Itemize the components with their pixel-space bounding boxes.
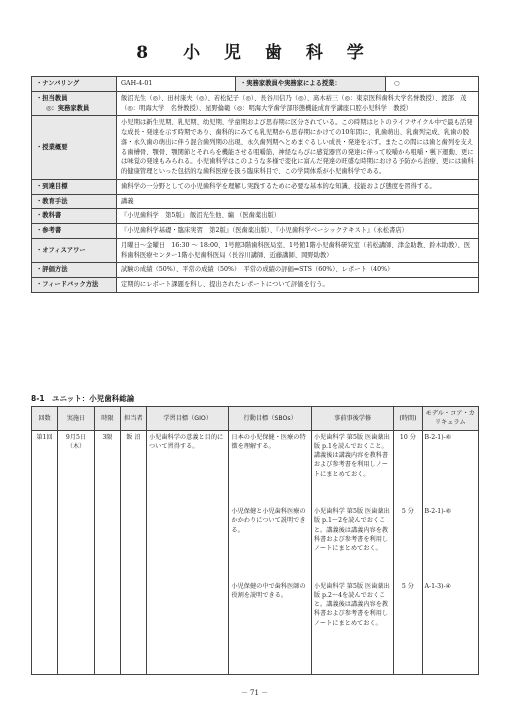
teachers-value: 飯沼光生（◎）、田村康夫（◎）、若松紀子（◎）、長谷川信乃（◎）、髙木裕三（◎：東京医科歯科大学名誉教授）、渡部 茂（◎：明海大学 名誉教授）、星野倫範（◎：明海大学歯学部形態機能成育学講座口腔小児科学 教授） [117, 91, 479, 116]
round-cell: 第1回 [32, 430, 58, 481]
teachers-label-cell [32, 91, 117, 116]
textbook-row [32, 209, 479, 224]
numbering-label: ・ナンバリング [32, 77, 117, 92]
page-number: － 71 － [240, 689, 269, 697]
unit-section-title: 8-1 ユニット：小児歯科総論 [31, 394, 135, 403]
office-hours-value: 月曜日～金曜日 16:30 ～ 18:00、1号館3階歯科医局室、1号館1階小児歯科研究室（若松講師、津金助教、鈴木助教）、医科歯科医療センター1階小児歯科医局（長谷川講師、近藤講師、岡野助教） [117, 238, 479, 263]
prep-cell: 小児歯科学 第5版 医歯薬出版 p.1を読んでおくこと。講義後は講義内容を教科書および参考書を利用しノートにまとめておく。 [311, 430, 393, 481]
teachers-sublabel: ◎：実務家教員 [46, 104, 90, 112]
header-time: (時間) [394, 407, 422, 431]
summary-row [32, 116, 479, 180]
goal-label: ・到達目標 [32, 179, 117, 194]
header-gio: 学習目標（GIO） [146, 407, 228, 431]
teachers-row [32, 91, 479, 116]
practitioner-value: ○ [386, 77, 479, 92]
prep-cell: 小児歯科学 第5版 医歯薬出版 p.2～4を読んでおくこと。講義後は講義内容を教科書および参考書を利用しノートにまとめておく。 [311, 580, 393, 630]
sbo-cell: 小児保健の中で歯科医師の役割を説明できる。 [229, 580, 311, 630]
time-cell: 10 分 [394, 430, 422, 481]
feedback-value: 定期的にレポート課題を科し、提出されたレポートについて評価を行う。 [117, 278, 479, 293]
period-cell: 3限 [94, 430, 120, 481]
feedback-label: ・フィードバック方法 [32, 278, 117, 293]
goal-row [32, 179, 479, 194]
header-round: 回数 [32, 407, 58, 431]
time-cell: 5 分 [394, 580, 422, 630]
header-teacher: 担当者 [120, 407, 146, 431]
sbo-cell: 日本の小児保健・医療の特徴を理解する。 [229, 430, 311, 481]
numbering-value: GAH-4-01 [117, 77, 236, 92]
office-hours-label: ・オフィスアワー [32, 238, 117, 263]
reference-row [32, 224, 479, 239]
office-hours-row [32, 238, 479, 263]
header-core: モデル・コア・カリキュラム [422, 407, 478, 431]
prep-cell: 小児歯科学 第5版 医歯薬出版 p.1～2を読んでおくこと。講義後は講義内容を教科書および参考書を利用しノートにまとめておく。 [311, 505, 393, 555]
spacer-row [32, 556, 479, 580]
reference-label: ・参考書 [32, 224, 117, 239]
core-cell: A-1-3)-④ [422, 580, 478, 630]
schedule-header-row [32, 407, 479, 431]
sbo-cell: 小児保健と小児歯科医療のかかわりについて説明できる。 [229, 505, 311, 555]
syllabus-info-table [31, 76, 479, 293]
schedule-table [31, 406, 479, 675]
method-label: ・教育手法 [32, 194, 117, 209]
header-date: 実施日 [58, 407, 95, 431]
teachers-label: ・担当教員 [36, 94, 68, 102]
method-row [32, 194, 479, 209]
reference-value: 『小児歯科学基礎・臨床実習 第2版』（医歯薬出版）、『小児歯科学ベーシックテキスト』（永松書店） [117, 224, 479, 239]
spacer-row [32, 481, 479, 505]
practitioner-label: ・実務家教員や実務家による授業： [236, 77, 386, 92]
summary-label: ・授業概要 [32, 116, 117, 180]
page-title: 8 小 児 歯 科 学 [136, 43, 373, 63]
method-value: 講義 [117, 194, 479, 209]
goal-value: 歯科学の一分野としての小児歯科学を理解し実践するために必要な基本的な知識、技能および態度を習得する。 [117, 179, 479, 194]
feedback-row [32, 278, 479, 293]
spacer-row [32, 630, 479, 674]
core-cell: B-2-1)-⑥ [422, 430, 478, 481]
numbering-row [32, 77, 479, 92]
evaluation-value: 試験の成績（50%）、平常の成績（50%） 平常の成績の評価⇒STS（60%）、レポート（40%） [117, 263, 479, 278]
header-period: 時限 [94, 407, 120, 431]
header-prep: 事前事後学修 [311, 407, 393, 431]
evaluation-label: ・評価方法 [32, 263, 117, 278]
table-row [32, 580, 479, 630]
evaluation-row [32, 263, 479, 278]
textbook-value: 『小児歯科学 第5版』 飯沼光生他、編 （医歯薬出版） [117, 209, 479, 224]
teacher-cell: 飯 沼 [120, 430, 146, 481]
table-row [32, 430, 479, 481]
core-cell: B-2-1)-⑥ [422, 505, 478, 555]
gio-cell: 小児歯科学の意義と目的について習得する。 [146, 430, 228, 481]
table-row [32, 505, 479, 555]
time-cell: 5 分 [394, 505, 422, 555]
textbook-label: ・教科書 [32, 209, 117, 224]
date-cell: 9月5日（木） [58, 430, 95, 481]
header-sbos: 行動目標（SBOs） [229, 407, 311, 431]
summary-value: 小児期は新生児期、乳児期、幼児期、学童期および思春期に区分されている。この時期はヒトのライフサイクル中で最も活発な成長・発達を示す時期であり、歯科的にみても乳児期から思春期にかけての10年間に、乳歯萌出、乳歯列完成、乳歯の脱落・永久歯の萌出に伴う混合歯列期の出現、永久歯列期へとめまぐるしい成長・発達を示す。またこの間には歯と歯列を支える歯槽骨、顎骨、顎関節とそれらを機能させる咀嚼筋、神経ならびに感覚器官の発達に伴って咬嚼から咀嚼・嚥下運動、更には味覚の発達もみられる。小児歯科学はこのような多様で変化に富んだ発達の旺盛な時期における予防から治療、更には歯科的健康管理といった包括的な歯科医療を扱う臨床科目で、この学問体系が小児歯科学である。 [117, 116, 479, 180]
